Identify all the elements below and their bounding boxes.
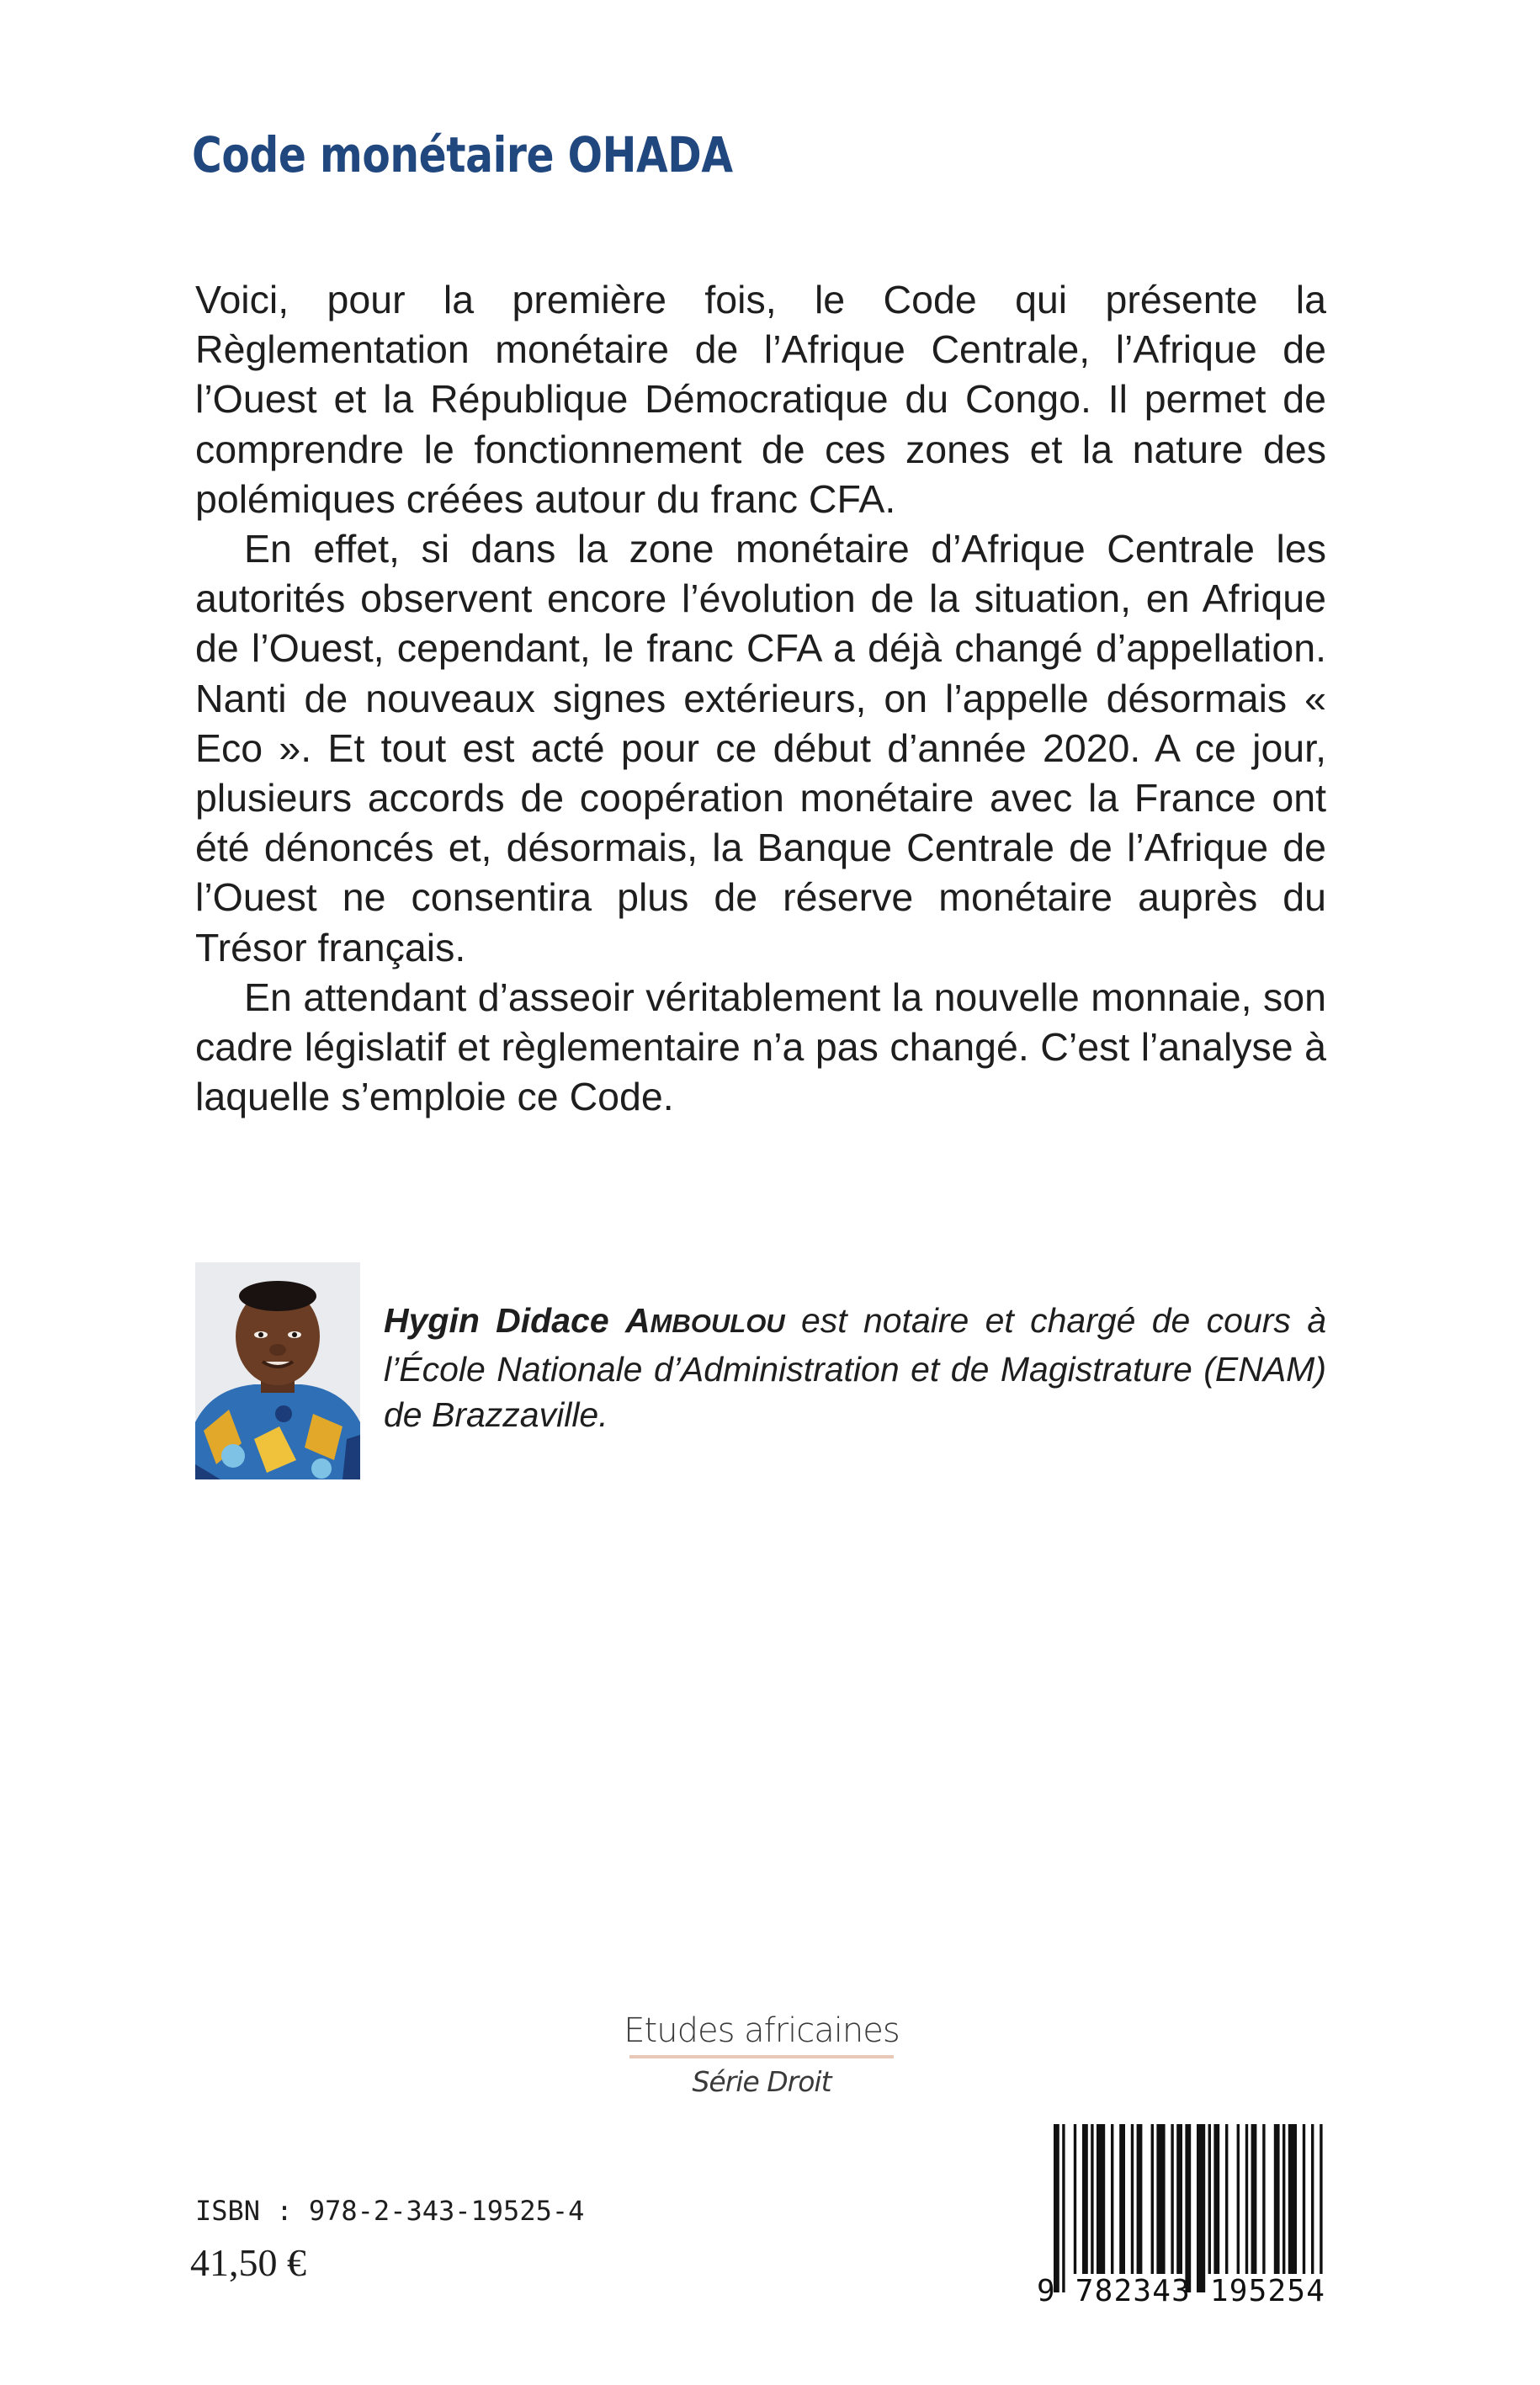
barcode-bar xyxy=(1156,2124,1165,2274)
barcode-digits: 9 782343 195254 xyxy=(1037,2274,1326,2308)
barcode-bar xyxy=(1320,2124,1322,2274)
subseries-name: Série Droit xyxy=(692,2065,831,2098)
isbn: ISBN : 978-2-343-19525-4 xyxy=(195,2195,585,2227)
barcode-bar xyxy=(1282,2124,1285,2274)
blurb-paragraph: En effet, si dans la zone monétaire d’Afrique Centrale les autorités observent encore l’évolution de la situation, en Afrique de l’Ouest, cependant, le franc CFA a déjà changé d’appellation. Nanti de nouveaux signes extérieurs, on l’appelle désormais « Eco ». Et tout est acté pour ce début d’année 2020. A ce jour, plusieurs accords de coopération monétaire avec la France ont été dénoncés et, désormais, la Banque Centrale de l’Afrique de l’Ouest ne consentira plus de réserve monétaire auprès du Trésor français. xyxy=(195,527,1326,969)
barcode-bar xyxy=(1185,2124,1191,2292)
back-cover-blurb xyxy=(195,275,1326,1122)
author-bio xyxy=(384,1298,1326,1437)
barcode-bar xyxy=(1245,2124,1248,2274)
barcode-bar xyxy=(1262,2124,1265,2274)
author-photo xyxy=(195,1262,360,1479)
series-divider xyxy=(629,2055,894,2058)
barcode-bar xyxy=(1176,2124,1182,2274)
barcode-bar xyxy=(1237,2124,1240,2274)
barcode-bar xyxy=(1197,2124,1205,2292)
collection-name: Etudes africaines xyxy=(624,2011,900,2050)
barcode-bar xyxy=(1097,2124,1105,2274)
barcode-bar xyxy=(1131,2124,1134,2274)
barcode-bar xyxy=(1171,2124,1173,2274)
barcode-bar xyxy=(1274,2124,1280,2274)
barcode-bar xyxy=(1303,2124,1305,2274)
author-bio-text: est notaire et chargé de cours à l’École Nationale d’Administration et de Magistrature (ENAM) de Brazzaville. xyxy=(384,1301,1326,1434)
barcode-bar xyxy=(1311,2124,1314,2274)
barcode-bar xyxy=(1091,2124,1093,2274)
author-portrait-image xyxy=(195,1262,360,1479)
author-first-names: Hygin Didace xyxy=(384,1301,609,1340)
barcode-bar xyxy=(1054,2124,1059,2292)
barcode-bar xyxy=(1074,2124,1076,2274)
author-surname-initial: A xyxy=(624,1301,651,1340)
barcode-bar xyxy=(1119,2124,1125,2274)
series-block xyxy=(623,2011,900,2098)
barcode-bar xyxy=(1137,2124,1143,2274)
barcode-bar xyxy=(1062,2124,1065,2292)
barcode-bar xyxy=(1111,2124,1113,2274)
barcode-bar xyxy=(1225,2124,1228,2274)
blurb-paragraph: Voici, pour la première fois, le Code qui présente la Règlementation monétaire de l’Afrique Centrale, l’Afrique de l’Ouest et la République Démocratique du Congo. Il permet de comprendre le fonctionnement de ces zones et la nature des polémiques créées autour du franc CFA. xyxy=(195,278,1326,521)
author-surname: MBOULOU xyxy=(650,1309,785,1338)
barcode-bar xyxy=(1251,2124,1257,2274)
barcode-bar xyxy=(1082,2124,1088,2274)
book-title: Code monétaire OHADA xyxy=(192,126,733,183)
barcode-bar xyxy=(1151,2124,1154,2274)
price: 41,50 € xyxy=(190,2241,306,2284)
barcode-bar xyxy=(1288,2124,1297,2274)
barcode-bar xyxy=(1208,2124,1211,2274)
blurb-paragraph: En attendant d’asseoir véritablement la nouvelle monnaie, son cadre législatif et règlementaire n’a pas changé. C’est l’analyse à laquelle s’emploie ce Code. xyxy=(195,975,1326,1119)
barcode-bar xyxy=(1213,2124,1219,2274)
